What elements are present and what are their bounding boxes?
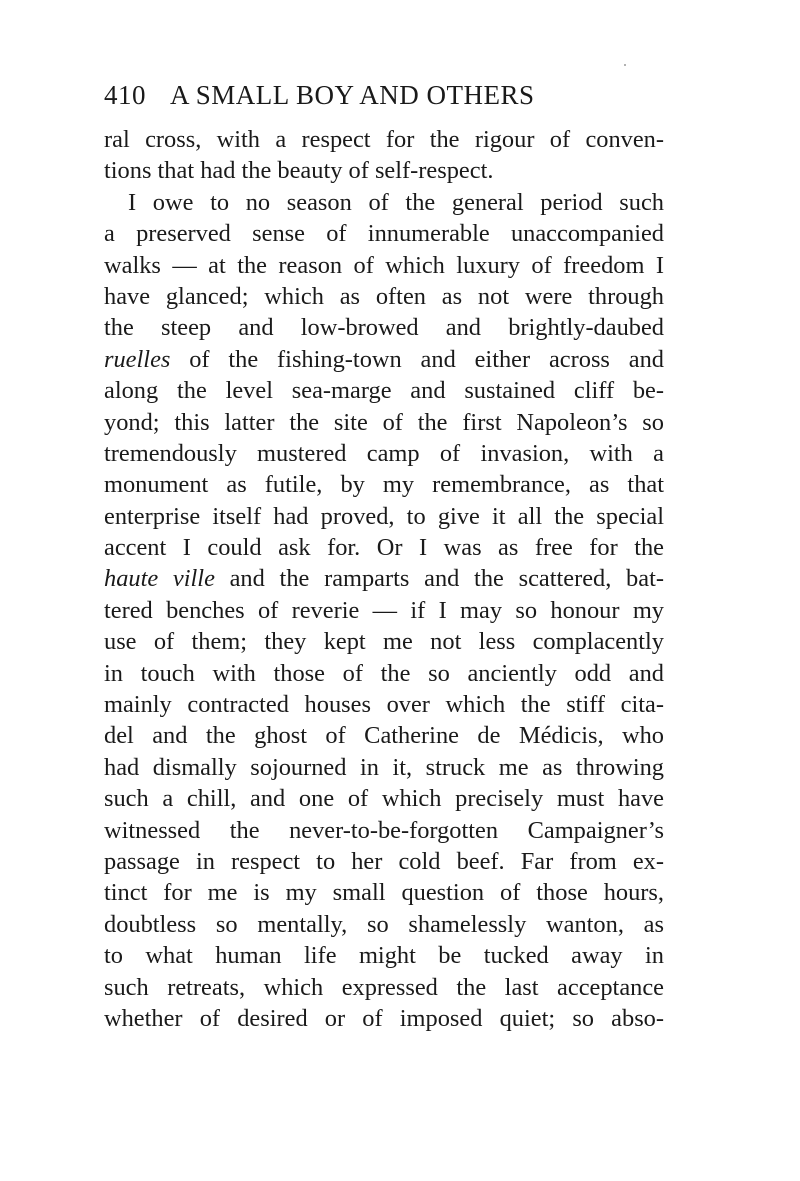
text-segment: monument as futile, by my remembrance, as that bbox=[104, 471, 664, 499]
text-segment: mainly contracted houses over which the stiff cita- bbox=[104, 691, 664, 719]
text-line bbox=[104, 595, 664, 626]
text-segment: whether of desired or of imposed quiet; so abso- bbox=[104, 1004, 664, 1032]
text-segment: a preserved sense of innumerable unaccompanied bbox=[104, 220, 664, 248]
text-line bbox=[104, 375, 664, 406]
text-segment: tinct for me is my small question of those hours, bbox=[104, 879, 664, 907]
text-line bbox=[104, 124, 664, 155]
text-line bbox=[104, 155, 664, 186]
text-segment: I owe to no season of the general period such bbox=[128, 188, 664, 216]
italic-phrase: haute ville bbox=[104, 565, 215, 593]
text-line bbox=[104, 909, 664, 940]
text-line bbox=[104, 877, 664, 908]
running-header bbox=[104, 80, 535, 116]
text-segment: tremendously mustered camp of invasion, with a bbox=[104, 439, 664, 467]
italic-phrase: ruelles bbox=[104, 345, 171, 373]
text-line bbox=[104, 218, 664, 249]
text-line bbox=[104, 720, 664, 751]
text-segment: and the ramparts and the scattered, bat- bbox=[214, 565, 664, 593]
text-segment: doubtless so mentally, so shamelessly wanton, as bbox=[104, 910, 664, 938]
running-title: A SMALL BOY AND OTHERS bbox=[170, 80, 535, 110]
page-number: 410 bbox=[104, 80, 146, 110]
text-line bbox=[104, 972, 664, 1003]
text-line bbox=[104, 407, 664, 438]
text-segment: to what human life might be tucked away in bbox=[104, 942, 664, 970]
text-line bbox=[104, 815, 664, 846]
text-line bbox=[104, 344, 664, 375]
text-segment: passage in respect to her cold beef. Far from ex- bbox=[104, 847, 664, 875]
text-line bbox=[104, 501, 664, 532]
text-line bbox=[104, 658, 664, 689]
text-line bbox=[104, 250, 664, 281]
text-segment: tions that had the beauty of self-respect. bbox=[104, 157, 494, 185]
text-segment: had dismally sojourned in it, struck me as throwing bbox=[104, 753, 664, 781]
text-line bbox=[104, 783, 664, 814]
text-line bbox=[104, 187, 664, 218]
text-line bbox=[104, 752, 664, 783]
text-line bbox=[104, 626, 664, 657]
text-segment: walks — at the reason of which luxury of freedom I bbox=[104, 251, 664, 279]
text-line bbox=[104, 689, 664, 720]
text-segment: yond; this latter the site of the first Napoleon’s so bbox=[104, 408, 664, 436]
text-segment: have glanced; which as often as not were through bbox=[104, 282, 664, 310]
text-line bbox=[104, 312, 664, 343]
text-line bbox=[104, 846, 664, 877]
text-segment: of the fishing-town and either across and bbox=[170, 345, 664, 373]
text-line bbox=[104, 281, 664, 312]
text-line bbox=[104, 1003, 664, 1034]
text-line bbox=[104, 438, 664, 469]
scan-speck bbox=[624, 64, 626, 66]
text-segment: along the level sea-marge and sustained cliff be- bbox=[104, 377, 664, 405]
text-segment: del and the ghost of Catherine de Médicis, who bbox=[104, 722, 664, 750]
text-segment: such a chill, and one of which precisely must have bbox=[104, 785, 664, 813]
text-segment: such retreats, which expressed the last acceptance bbox=[104, 973, 664, 1001]
text-segment: tered benches of reverie — if I may so honour my bbox=[104, 596, 664, 624]
text-segment: enterprise itself had proved, to give it all the special bbox=[104, 502, 664, 530]
text-line bbox=[104, 563, 664, 594]
text-line bbox=[104, 532, 664, 563]
text-segment: witnessed the never-to-be-forgotten Campaigner’s bbox=[104, 816, 664, 844]
text-segment: ral cross, with a respect for the rigour of conven- bbox=[104, 126, 664, 153]
text-line bbox=[104, 940, 664, 971]
body-text bbox=[104, 124, 664, 1034]
text-segment: use of them; they kept me not less complacently bbox=[104, 628, 664, 656]
text-segment: accent I could ask for. Or I was as free for the bbox=[104, 534, 664, 562]
text-segment: in touch with those of the so anciently odd and bbox=[104, 659, 664, 687]
text-line bbox=[104, 469, 664, 500]
text-segment: the steep and low-browed and brightly-daubed bbox=[104, 314, 664, 342]
